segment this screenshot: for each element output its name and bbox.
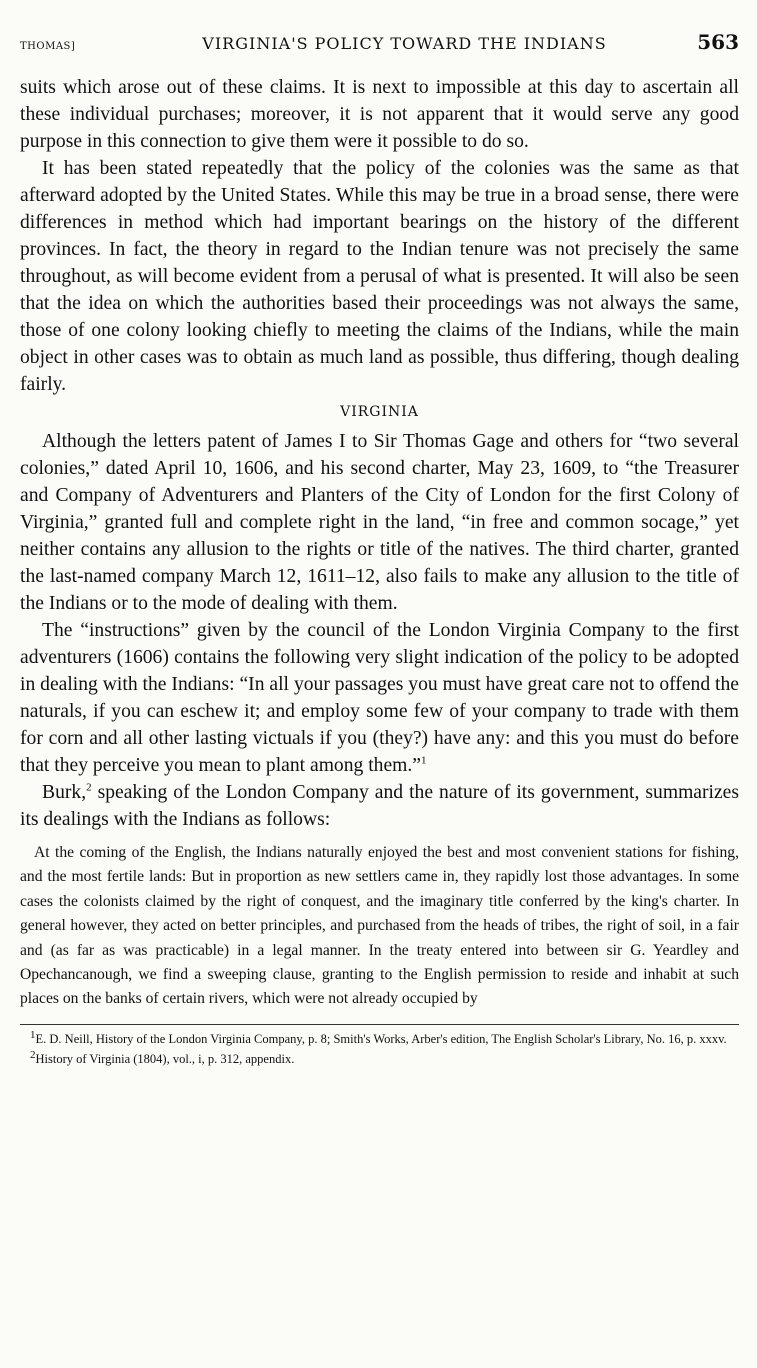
footnote-2 bbox=[20, 1049, 739, 1069]
footnote-1-marker: 1 bbox=[30, 1028, 36, 1041]
footnote-2-marker: 2 bbox=[30, 1048, 36, 1061]
block-quote: At the coming of the English, the Indians naturally enjoyed the best and most convenient stations for fishing, and the most fertile lands: But in proportion as new settlers came in, they rapidly lost those advantages. In some cases the colonists claimed by the right of conquest, and the imaginary title conferred by the king's charter. In general however, they acted on better principles, and purchased from the heads of tribes, the right of soil, in a fair and (as far as was practicable) in a legal manner. In the treaty entered into between sir G. Yeardley and Opechancanough, we find a sweeping clause, granting to the English permission to reside and inhabit at such places on the banks of certain rivers, which were not already occupied by bbox=[20, 844, 739, 1008]
paragraph-policy: It has been stated repeatedly that the policy of the colonies was the same as that afterward adopted by the United States. While this may be true in a broad sense, there were differences in method which had important bearings on the history of the different provinces. In fact, the theory in regard to the Indian tenure was not precisely the same throughout, as will become evident from a perusal of what is presented. It will also be seen that the idea on which the authorities based their proceedings was not always the same, those of one colony looking chiefly to meeting the claims of the Indians, while the main object in other cases was to obtain as much land as possible, thus differing, though dealing fairly. bbox=[20, 158, 739, 395]
paragraph-burk bbox=[20, 779, 739, 833]
footnote-2-text: History of Virginia (1804), vol., i, p. 312, appendix. bbox=[35, 1051, 295, 1066]
footnote-ref-1: 1 bbox=[421, 754, 427, 767]
section-heading: VIRGINIA bbox=[340, 404, 419, 420]
instructions-text: The “instructions” given by the council of the London Virginia Company to the first adventurers (1606) contains the following very slight indication of the policy to be adopted in dealing with the Indians: “In all your passages you must have great care not to offend the naturals, if you can eschew it; and employ some few of your company to trade with them for corn and all other lasting victuals if you (they?) have any: and this you must do before that they perceive you mean to plant among them.” bbox=[20, 620, 739, 776]
footnote-1-text: E. D. Neill, History of the London Virginia Company, p. 8; Smith's Works, Arber's edition, The English Scholar's Library, No. 16, p. xxxv. bbox=[35, 1031, 727, 1046]
page-number: 563 bbox=[697, 30, 739, 54]
paragraph-instructions bbox=[20, 617, 739, 779]
footnote-1 bbox=[20, 1029, 739, 1049]
paragraph-continuation: suits which arose out of these claims. It is next to impossible at this day to ascertain all these individual purchases; moreover, it is not apparent that it would serve any good purpose in this connection to give them were it possible to do so. bbox=[20, 77, 739, 152]
running-title: VIRGINIA'S POLICY TOWARD THE INDIANS bbox=[202, 34, 607, 53]
running-author: THOMAS] bbox=[20, 41, 76, 52]
running-header bbox=[20, 30, 739, 70]
paragraph-charters: Although the letters patent of James I to Sir Thomas Gage and others for “two several colonies,” dated April 10, 1606, and his second charter, May 23, 1609, to “the Treasurer and Company of Adventurers and Planters of the City of London for the first Colony of Virginia,” granted full and complete right in the land, “in free and common socage,” yet neither contains any allusion to the rights or title of the natives. The third charter, granted the last-named company March 12, 1611–12, also fails to make any allusion to the title of the Indians or to the mode of dealing with them. bbox=[20, 431, 739, 614]
footnote-ref-2: 2 bbox=[86, 781, 92, 794]
burk-text: speaking of the London Company and the nature of its government, summarizes its dealings with the Indians as follows: bbox=[20, 782, 739, 830]
burk-name: Burk, bbox=[42, 782, 87, 803]
footnote-rule bbox=[20, 1024, 739, 1025]
